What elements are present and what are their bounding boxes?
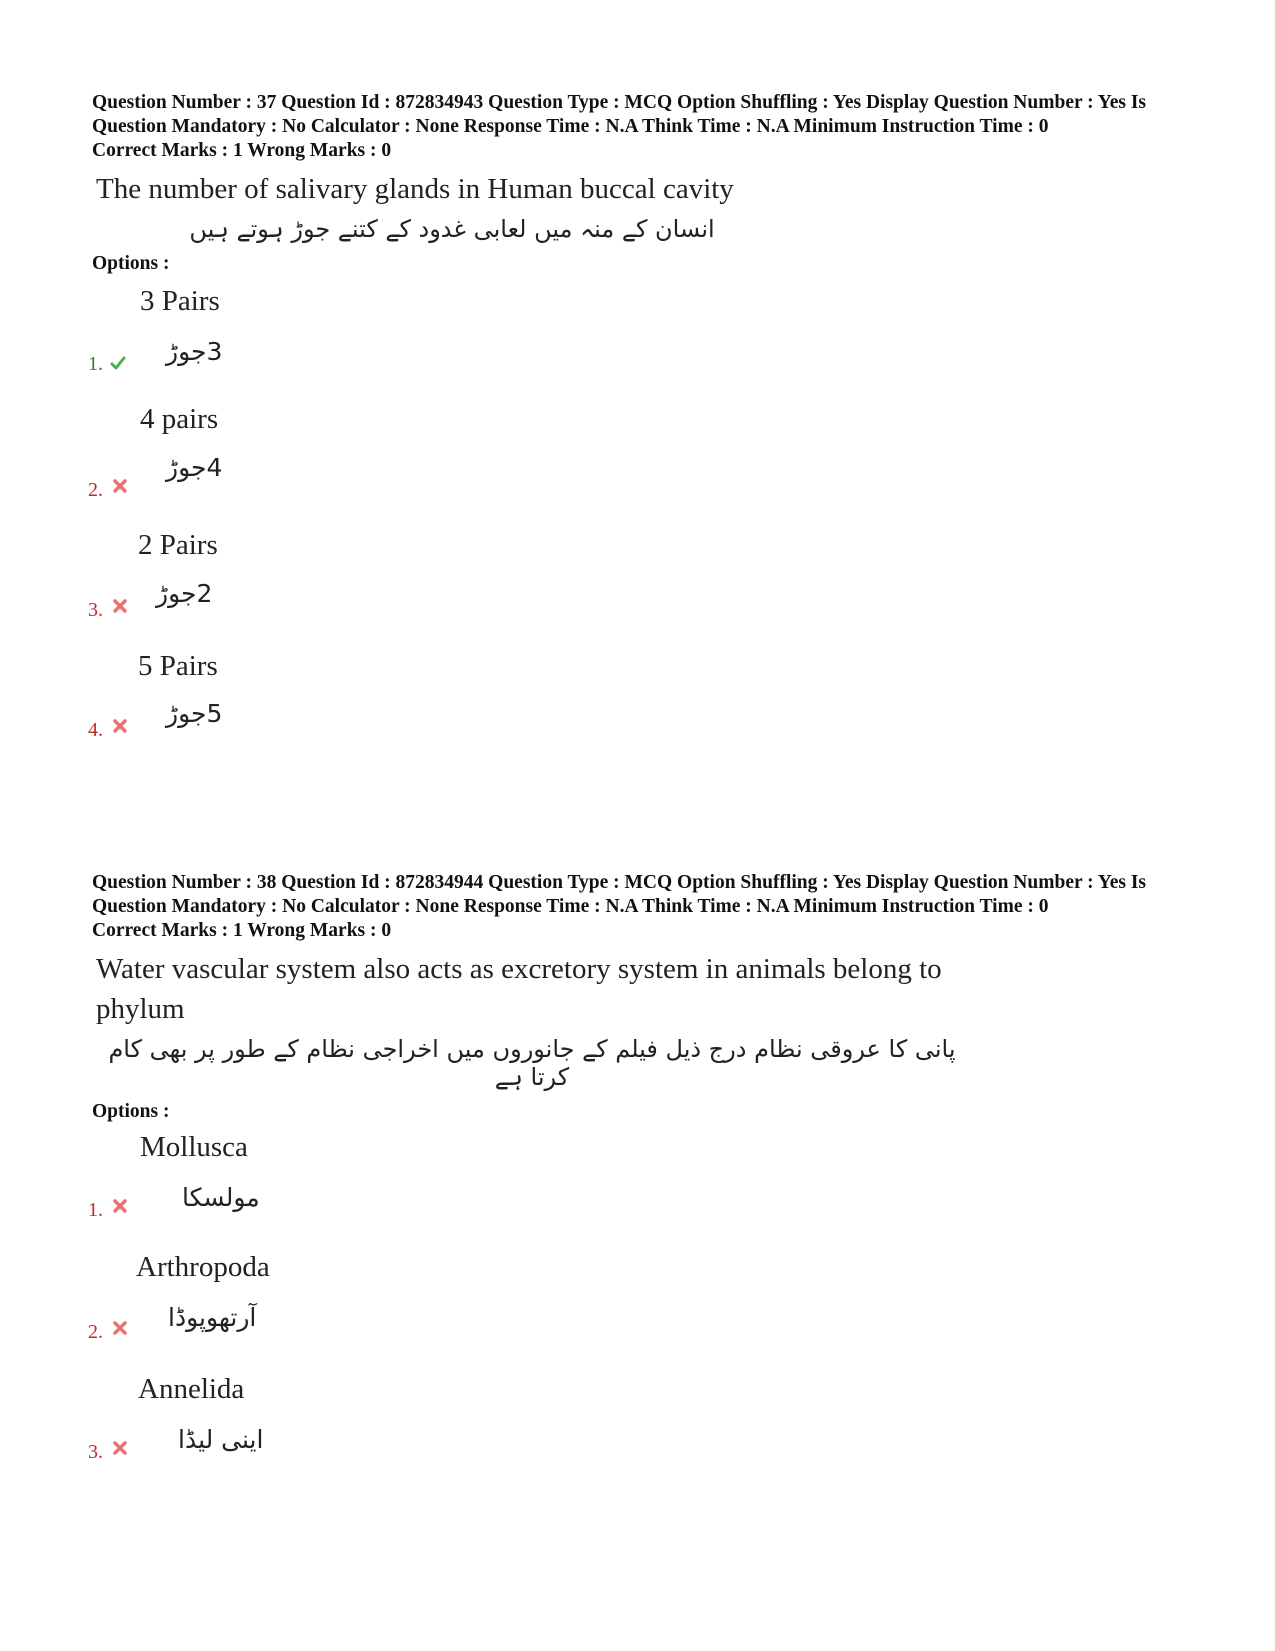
cross-icon: [112, 1440, 128, 1456]
option-text-urdu: آرتھوپوڈا: [168, 1303, 257, 1332]
option-text-english: 3 Pairs: [140, 285, 220, 317]
check-icon: [110, 355, 126, 371]
option-number: 3.: [88, 599, 103, 621]
option-text-urdu: 2جوڑ: [156, 579, 213, 608]
option-text-urdu: اینی لیڈا: [178, 1425, 264, 1454]
cross-icon: [112, 718, 128, 734]
question-marks: Correct Marks : 1 Wrong Marks : 0: [92, 140, 392, 161]
question-block-37: [88, 91, 1192, 745]
question-block-38: [88, 871, 1192, 1483]
option-number: 4.: [88, 719, 103, 741]
cross-icon: [112, 1198, 128, 1214]
question-stem-urdu: انسان کے منہ میں لعابی غدود کے کتنے جوڑ ہوتے ہیں: [189, 215, 715, 243]
option-number: 1.: [88, 1199, 103, 1221]
question-marks: Correct Marks : 1 Wrong Marks : 0: [92, 920, 392, 941]
options-list: [88, 1123, 1192, 1483]
question-stem-english: Water vascular system also acts as excretory system in animals belong to phylum: [96, 953, 942, 1025]
cross-icon: [112, 478, 128, 494]
options-list: [88, 275, 1192, 745]
options-label: Options :: [92, 253, 170, 274]
question-meta: Question Number : 38 Question Id : 872834944 Question Type : MCQ Option Shuffling : Yes Display Question Number : Yes Is Question Mandatory : No Calculator : None Response Time : N.A Think Time : N.A Minimum Instruction Time : 0: [92, 872, 1147, 917]
option-number: 3.: [88, 1441, 103, 1463]
option-number: 2.: [88, 1321, 103, 1343]
option-text-urdu: 5جوڑ: [166, 699, 223, 728]
option-text-english: Mollusca: [140, 1131, 248, 1163]
option-text-urdu: مولسکا: [182, 1183, 260, 1212]
question-stem-english: The number of salivary glands in Human buccal cavity: [96, 173, 734, 205]
option-number: 2.: [88, 479, 103, 501]
option-text-english: 2 Pairs: [138, 529, 218, 561]
option-text-english: 5 Pairs: [138, 650, 218, 682]
question-stem-urdu: پانی کا عروقی نظام درج ذیل فیلم کے جانوروں میں اخراجی نظام کے طور پر بھی کام کرتا ہے: [108, 1035, 956, 1091]
option-text-english: Annelida: [138, 1373, 245, 1405]
cross-icon: [112, 1320, 128, 1336]
option-number: 1.: [88, 353, 103, 375]
option-text-urdu: 4جوڑ: [166, 453, 223, 482]
cross-icon: [112, 598, 128, 614]
option-text-urdu: 3جوڑ: [166, 337, 223, 366]
option-text-english: Arthropoda: [136, 1251, 270, 1283]
question-meta: Question Number : 37 Question Id : 872834943 Question Type : MCQ Option Shuffling : Yes Display Question Number : Yes Is Question Mandatory : No Calculator : None Response Time : N.A Think Time : N.A Minimum Instruction Time : 0: [92, 92, 1147, 137]
option-text-english: 4 pairs: [140, 403, 219, 435]
options-label: Options :: [92, 1101, 170, 1122]
